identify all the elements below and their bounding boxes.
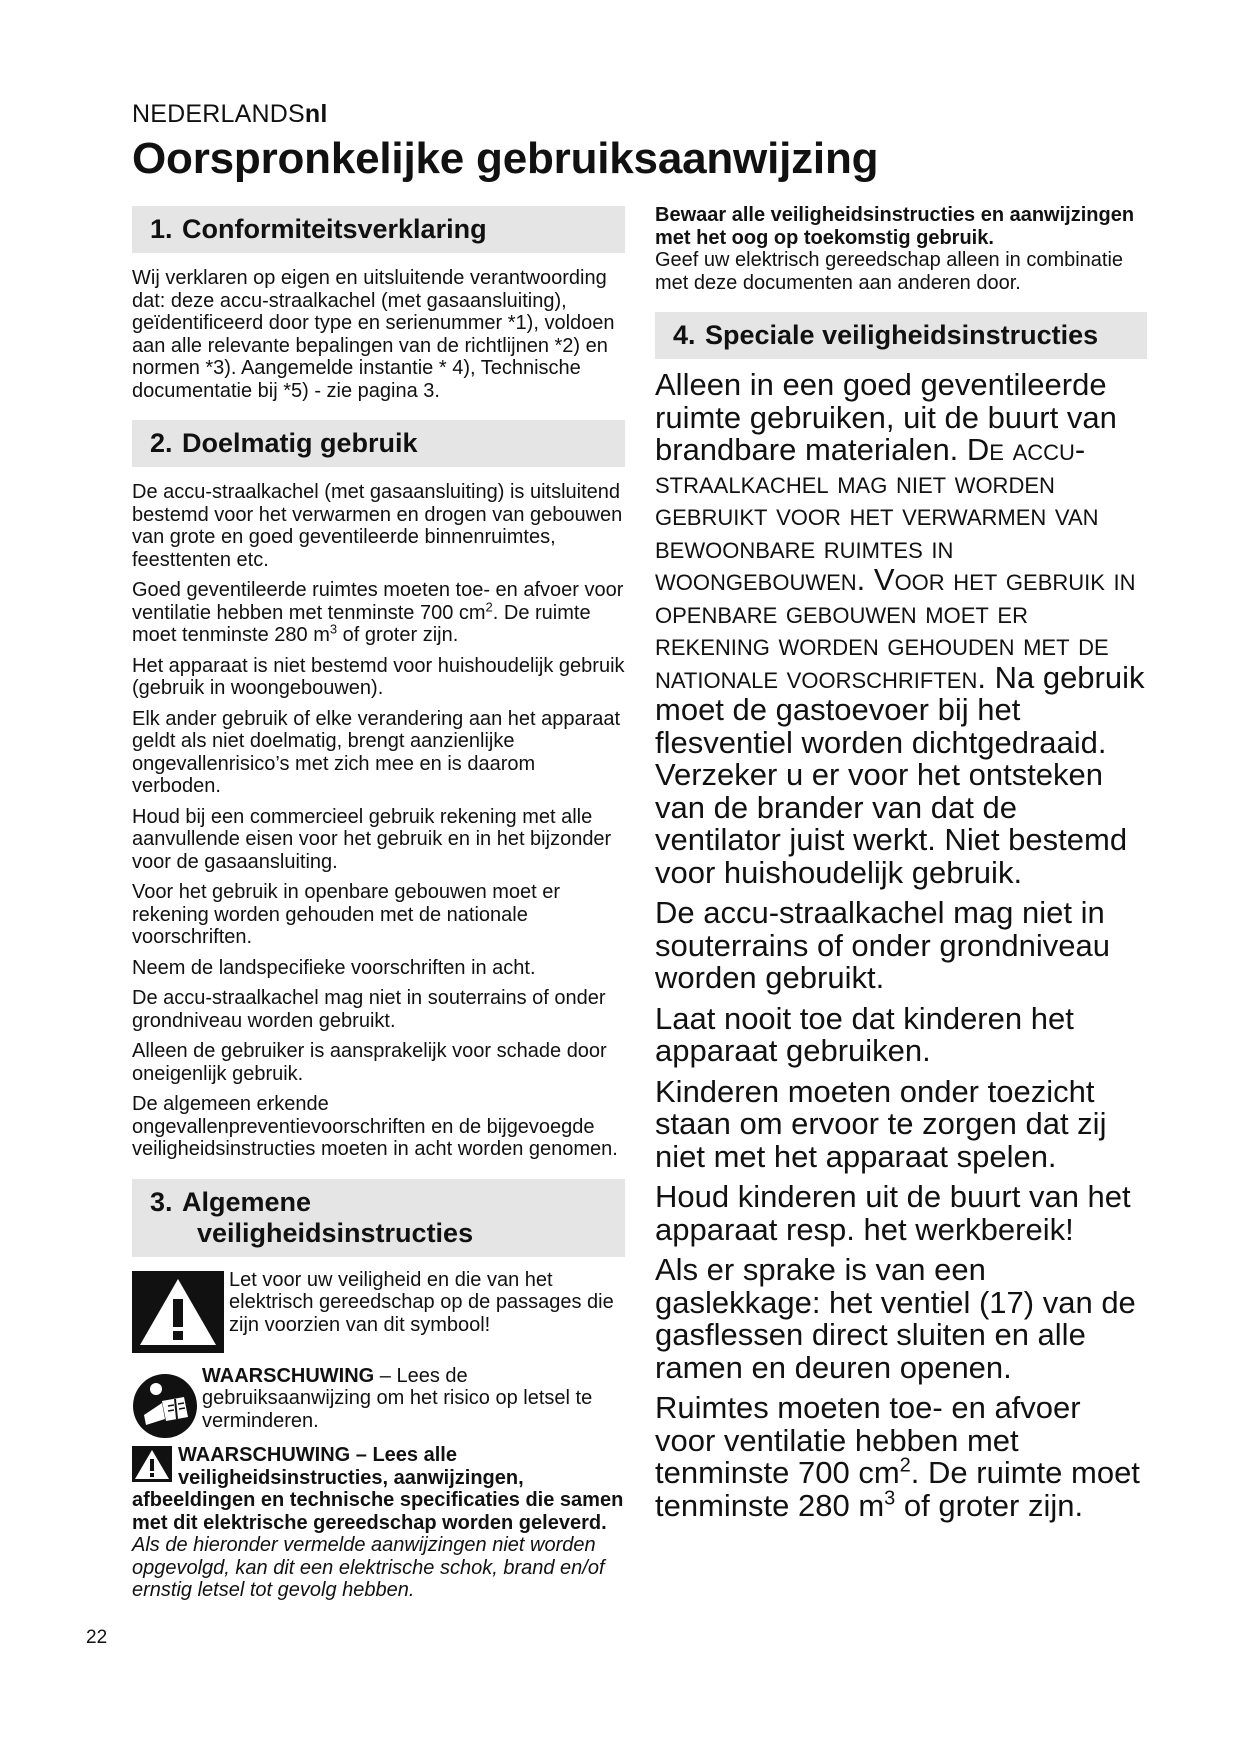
section-4-p4: Kinderen moeten onder toezicht staan om ervoor te zorgen dat zij niet met het apparaat spelen.: [655, 1073, 1107, 1174]
section-1-text: Wij verklaren op eigen en uitsluitende verantwoording dat: deze accu-straalkachel (met gasaansluiting), geïdentificeerd door type en serienummer *1), voldoen aan alle relevante bepalingen van de richtlijnen *2) en normen *3). Aangemelde instantie * 4), Technische documentatie bij *5) - zie pagina 3.: [132, 267, 615, 402]
section-2-p2: Goed geventileerde ruimtes moeten toe- en afvoer voor ventilatie hebben met tenminste 700 $cm^2$. De ruimte moet tenminste 280 $m^3$ of groter zijn.: [132, 579, 624, 646]
section-2-p3: Het apparaat is niet bestemd voor huishoudelijk gebruik (gebruik in woongebouwen).: [132, 654, 625, 699]
general-warning: [132, 1444, 625, 1602]
section-2-p4: Elk ander gebruik of elke verandering aan het apparaat geldt als niet doelmatig, brengt aanzienlijke ongevallenrisico’s met zich mee en is daarom verboden.: [132, 707, 621, 797]
left-column: [132, 206, 625, 1602]
keep-instructions-text: Geef uw elektrisch gereedschap alleen in combinatie met deze documenten aan anderen door.: [655, 249, 1124, 294]
section-3-heading: 3. Algemene veiligheidsinstructies: [132, 1179, 625, 1257]
symbol-notice-text: Let voor uw veiligheid en die van het elektrisch gereedschap op de passages die zijn voorzien van dit symbool!: [229, 1268, 614, 1336]
section-4-p5: Houd kinderen uit de buurt van het apparaat resp. het werkbereik!: [655, 1179, 1131, 1247]
symbol-notice: [132, 1268, 625, 1353]
section-4-p6: Als er sprake is van een gaslekkage: het ventiel (17) van de gasflessen direct sluiten en alle ramen en deuren openen.: [655, 1252, 1136, 1385]
general-warning-text: WAARSCHUWING – Lees alle veiligheidsinstructies, aanwijzingen, afbeeldingen en technische specificaties die samen met dit elektrische gereedschap worden geleverd. Als de hieronder vermelde aanwijzingen niet worden opgevolgd, kan dit een elektrische schok, brand en/of ernstig letsel tot gevolg hebben.: [132, 1444, 624, 1601]
language-label: NEDERLANDSnl: [132, 100, 328, 128]
section-4-p2: De accu-straalkachel mag niet in souterrains of onder grondniveau worden gebruikt.: [655, 895, 1110, 995]
keep-instructions-bold: Bewaar alle veiligheidsinstructies en aanwijzingen met het oog op toekomstig gebruik.: [655, 204, 1135, 249]
page-number: 22: [86, 1627, 108, 1648]
page-title: Oorspronkelijke gebruiksaanwijzing: [132, 134, 879, 183]
warning-small-icon: [132, 1446, 172, 1482]
section-2-p7: Neem de landspecifieke voorschriften in acht.: [132, 956, 536, 979]
manual-warning: [132, 1365, 625, 1441]
section-4-heading: 4. Speciale veiligheidsinstructies: [655, 312, 1147, 359]
section-2-heading: 2. Doelmatig gebruik: [132, 420, 625, 467]
right-column: [655, 204, 1147, 1530]
language-code: nl: [304, 100, 328, 128]
section-1-heading: 1. Conformiteitsverklaring: [132, 206, 625, 253]
section-2-p8: De accu-straalkachel mag niet in souterrains of onder grondniveau worden gebruikt.: [132, 987, 606, 1032]
section-4-p3: Laat nooit toe dat kinderen het apparaat gebruiken.: [655, 1000, 1074, 1068]
read-manual-icon: [132, 1373, 198, 1439]
section-4-p7: Ruimtes moeten toe- en afvoer voor ventilatie hebben met tenminste 700 $cm^2$. De ruimte moet tenminste 280 $m^3$ of groter zijn.: [655, 1390, 1140, 1523]
warning-triangle-icon: [132, 1271, 224, 1353]
section-2-p6: Voor het gebruik in openbare gebouwen moet er rekening worden gehouden met de nationale voorschriften.: [132, 881, 561, 948]
section-2-p9: Alleen de gebruiker is aansprakelijk voor schade door oneigenlijk gebruik.: [132, 1040, 607, 1085]
section-2-p1: De accu-straalkachel (met gasaansluiting) is uitsluitend bestemd voor het verwarmen en drogen van gebouwen van grote en goed geventileerde binnenruimtes, feesttenten etc.: [132, 481, 623, 571]
section-2-p10: De algemeen erkende ongevallenpreventievoorschriften en de bijgevoegde veiligheidsinstructies moeten in acht worden genomen.: [132, 1093, 618, 1160]
manual-warning-text: WAARSCHUWING – Lees de gebruiksaanwijzing om het risico op letsel te verminderen.: [202, 1364, 593, 1432]
section-2-p5: Houd bij een commercieel gebruik rekening met alle aanvullende eisen voor het gebruik en in het bijzonder voor de gasaansluiting.: [132, 805, 612, 873]
section-4-p1: Alleen in een goed geventileerde ruimte gebruiken, uit de buurt van brandbare materialen. De accu-straalkachel mag niet worden gebruikt voor het verwarmen van bewoonbare ruimtes in woongebouwen. Voor het gebruik in openbare gebouwen moet er rekening worden gehouden met de nationale voorschriften. Na gebruik moet de gastoevoer bij het flesventiel worden dichtgedraaid. Verzeker u er voor het ontsteken van de brander van dat de ventilator juist werkt. Niet bestemd voor huishoudelijk gebruik.: [655, 367, 1145, 890]
